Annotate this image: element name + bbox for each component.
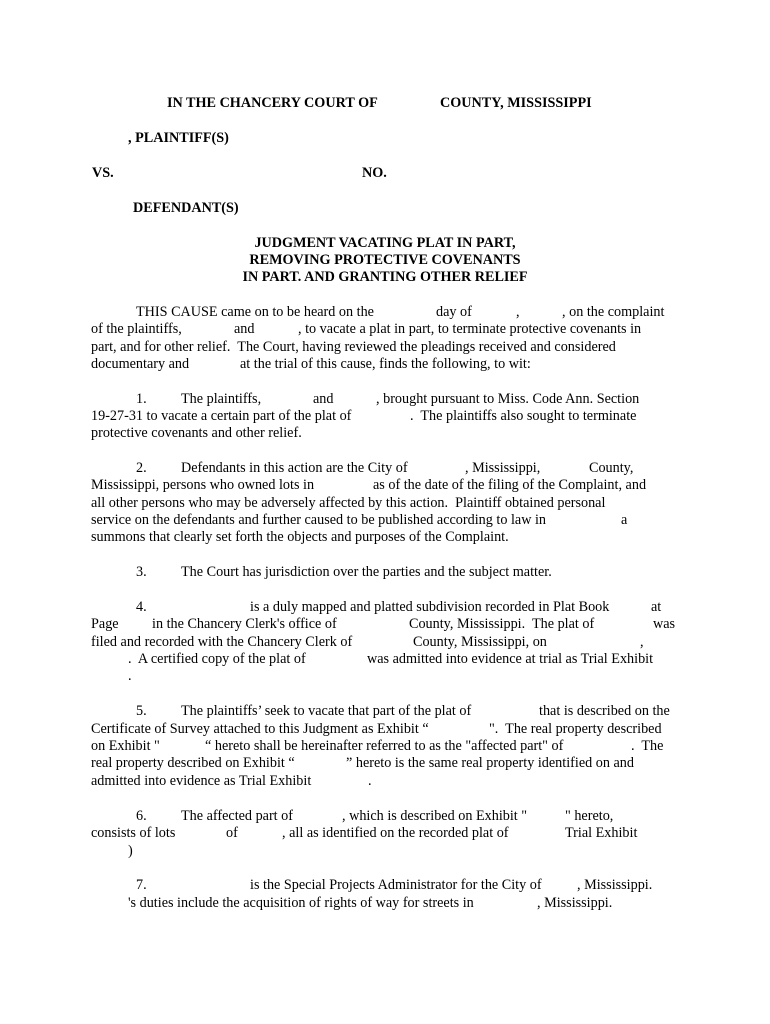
text-fragment: admitted into evidence as Trial Exhibit [91, 773, 312, 789]
text-fragment: at the trial of this cause, finds the following, to wit: [240, 356, 531, 372]
text-fragment: . A certified copy of the plat of [128, 651, 306, 667]
text-fragment: Defendants in this action are the City of [181, 460, 408, 476]
text-fragment: protective covenants and other relief. [91, 425, 302, 441]
text-fragment: Page [91, 616, 119, 632]
text-fragment: , Mississippi. [537, 895, 613, 911]
text-fragment: is the Special Projects Administrator for the City of [250, 877, 542, 893]
text-fragment: County, Mississippi. The plat of [409, 616, 595, 632]
text-fragment: all other persons who may be adversely affected by this action. Plaintiff obtained personal [91, 495, 606, 511]
text-fragment: documentary and [91, 356, 190, 372]
court-heading-left: IN THE CHANCERY COURT OF [167, 95, 378, 111]
text-fragment: and [313, 391, 334, 407]
text-fragment: of [226, 825, 238, 841]
text-fragment: , Mississippi. [577, 877, 653, 893]
text-fragment: summons that clearly set forth the objects and purposes of the Complaint. [91, 529, 509, 545]
paragraph-number: 1. [136, 391, 147, 407]
text-fragment: 19-27-31 to vacate a certain part of the plat of [91, 408, 352, 424]
text-fragment: The plaintiffs, [181, 391, 262, 407]
case-number-label: NO. [362, 165, 387, 181]
text-fragment: is a duly mapped and platted subdivision recorded in Plat Book [250, 599, 610, 615]
text-fragment: County, Mississippi, on [413, 634, 547, 650]
text-fragment: . The plaintiffs also sought to terminate [410, 408, 637, 424]
text-fragment: of the plaintiffs, [91, 321, 182, 337]
text-fragment: real property described on Exhibit “ [91, 755, 295, 771]
text-fragment: as of the date of the filing of the Complaint, and [373, 477, 647, 493]
text-fragment: , [640, 634, 644, 650]
text-fragment: that is described on the [539, 703, 670, 719]
text-fragment: , Mississippi, [465, 460, 541, 476]
vs-label: VS. [92, 165, 114, 181]
title-line: REMOVING PROTECTIVE COVENANTS [249, 252, 521, 268]
text-fragment: at [651, 599, 662, 615]
text-fragment: filed and recorded with the Chancery Clerk of [91, 634, 353, 650]
text-fragment: , all as identified on the recorded plat of [282, 825, 509, 841]
text-fragment: ) [128, 843, 133, 859]
paragraph-number: 3. [136, 564, 147, 580]
text-fragment: , to vacate a plat in part, to terminate protective covenants in [298, 321, 642, 337]
text-fragment: , [516, 304, 520, 320]
text-fragment: THIS CAUSE came on to be heard on the [136, 304, 374, 320]
paragraph-number: 2. [136, 460, 147, 476]
text-fragment: 's duties include the acquisition of rights of way for streets in [128, 895, 474, 911]
text-fragment: part, and for other relief. The Court, having reviewed the pleadings received and considered [91, 339, 616, 355]
title-line: JUDGMENT VACATING PLAT IN PART, [254, 235, 516, 251]
text-fragment: a [621, 512, 628, 528]
text-fragment: , brought pursuant to Miss. Code Ann. Section [376, 391, 640, 407]
text-fragment: ” hereto is the same real property identified on and [346, 755, 634, 771]
text-fragment: , which is described on Exhibit " [342, 808, 528, 824]
text-fragment: ". The real property described [489, 721, 662, 737]
plaintiff-label: , PLAINTIFF(S) [128, 130, 229, 146]
defendant-label: DEFENDANT(S) [133, 200, 239, 216]
text-fragment: Trial Exhibit [565, 825, 638, 841]
text-fragment: . [128, 668, 132, 684]
text-fragment: was admitted into evidence at trial as Trial Exhibit [367, 651, 654, 667]
title-line: IN PART. AND GRANTING OTHER RELIEF [242, 269, 528, 285]
text-fragment: Mississippi, persons who owned lots in [91, 477, 315, 493]
text-fragment: and [234, 321, 255, 337]
court-heading-right: COUNTY, MISSISSIPPI [440, 95, 592, 111]
text-fragment: County, [589, 460, 634, 476]
text-fragment: . The [631, 738, 664, 754]
text-fragment: “ hereto shall be hereinafter referred to as the "affected part" of [205, 738, 564, 754]
text-fragment: consists of lots [91, 825, 176, 841]
text-fragment: The Court has jurisdiction over the parties and the subject matter. [181, 564, 552, 580]
text-fragment: day of [436, 304, 472, 320]
text-fragment: was [653, 616, 676, 632]
paragraph-number: 5. [136, 703, 147, 719]
text-fragment: , on the complaint [562, 304, 665, 320]
paragraph-number: 4. [136, 599, 147, 615]
text-fragment: Certificate of Survey attached to this Judgment as Exhibit “ [91, 721, 429, 737]
text-fragment: in the Chancery Clerk's office of [152, 616, 337, 632]
text-fragment: . [368, 773, 372, 789]
paragraph-number: 6. [136, 808, 147, 824]
text-fragment: on Exhibit " [91, 738, 160, 754]
paragraph-number: 7. [136, 877, 147, 893]
text-fragment: service on the defendants and further caused to be published according to law in [91, 512, 547, 528]
text-fragment: The plaintiffs’ seek to vacate that part of the plat of [181, 703, 472, 719]
text-fragment: " hereto, [565, 808, 614, 824]
text-fragment: The affected part of [181, 808, 293, 824]
